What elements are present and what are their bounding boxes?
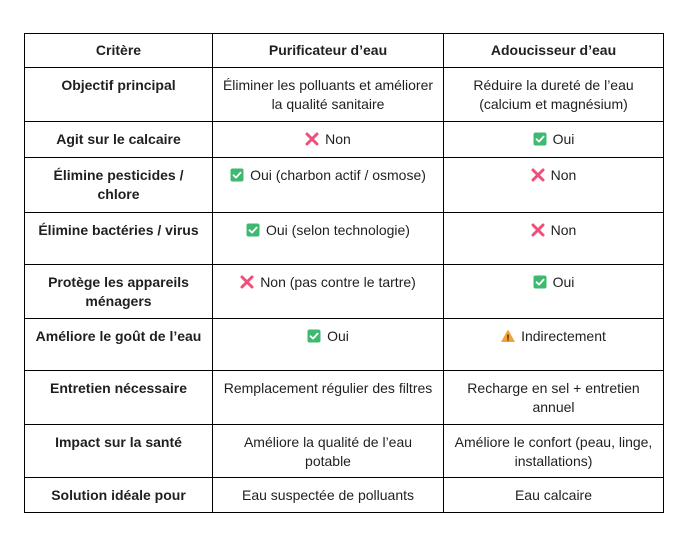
check-icon <box>533 275 547 289</box>
purifier-text: Améliore la qualité de l’eau potable <box>243 434 413 469</box>
purifier-cell <box>213 371 444 425</box>
criterion-cell: Impact sur la santé <box>25 425 213 478</box>
purifier-text: Oui (charbon actif / osmose) <box>250 167 426 183</box>
softener-text: Eau calcaire <box>514 487 593 503</box>
header-softener: Adoucisseur d’eau <box>444 34 664 68</box>
table-row <box>25 68 664 122</box>
purifier-text: Non (pas contre le tartre) <box>260 274 416 290</box>
softener-cell <box>444 478 664 513</box>
criterion-cell: Entretien nécessaire <box>25 371 213 425</box>
check-icon <box>246 223 260 237</box>
purifier-cell <box>213 478 444 513</box>
softener-cell <box>444 371 664 425</box>
purifier-cell <box>213 158 444 213</box>
check-icon <box>533 132 547 146</box>
softener-cell <box>444 425 664 478</box>
check-icon <box>307 329 321 343</box>
purifier-cell <box>213 122 444 158</box>
table-row <box>25 265 664 319</box>
softener-text: Non <box>550 222 577 238</box>
cross-icon <box>240 275 254 289</box>
warning-icon <box>501 329 515 343</box>
softener-text: Oui <box>552 274 575 290</box>
softener-text: Non <box>550 167 577 183</box>
table-row <box>25 213 664 265</box>
softener-text: Indirectement <box>521 328 606 344</box>
softener-cell <box>444 213 664 265</box>
purifier-text: Non <box>325 131 351 147</box>
table-row <box>25 122 664 158</box>
criterion-cell: Objectif principal <box>25 68 213 122</box>
comparison-table <box>24 33 664 513</box>
cross-icon <box>531 223 545 237</box>
purifier-text: Éliminer les polluants et améliorer la qualité sanitaire <box>222 77 434 112</box>
purifier-text: Remplacement régulier des filtres <box>223 380 433 396</box>
purifier-cell <box>213 319 444 371</box>
cross-icon <box>305 132 319 146</box>
softener-cell <box>444 68 664 122</box>
header-row <box>25 34 664 68</box>
purifier-text: Eau suspectée de polluants <box>241 487 414 503</box>
criterion-cell: Solution idéale pour <box>25 478 213 513</box>
criterion-cell: Agit sur le calcaire <box>25 122 213 158</box>
purifier-cell <box>213 213 444 265</box>
purifier-cell <box>213 265 444 319</box>
header-criterion: Critère <box>25 34 213 68</box>
table-row <box>25 158 664 213</box>
softener-text: Recharge en sel + entretien annuel <box>467 380 640 415</box>
softener-text: Améliore le confort (peau, linge, installations) <box>454 434 653 469</box>
table-row <box>25 425 664 478</box>
cross-icon <box>531 168 545 182</box>
table-row <box>25 478 664 513</box>
criterion-cell: Protège les appareils ménagers <box>25 265 213 319</box>
criterion-cell: Élimine bactéries / virus <box>25 213 213 265</box>
purifier-cell <box>213 425 444 478</box>
purifier-text: Oui <box>327 328 349 344</box>
softener-cell <box>444 158 664 213</box>
header-purifier: Purificateur d’eau <box>213 34 444 68</box>
criterion-cell: Améliore le goût de l’eau <box>25 319 213 371</box>
softener-cell <box>444 265 664 319</box>
check-icon <box>230 168 244 182</box>
softener-cell <box>444 122 664 158</box>
softener-text: Oui <box>552 131 575 147</box>
criterion-cell: Élimine pesticides / chlore <box>25 158 213 213</box>
table-row <box>25 371 664 425</box>
table-row <box>25 319 664 371</box>
softener-cell <box>444 319 664 371</box>
purifier-cell <box>213 68 444 122</box>
purifier-text: Oui (selon technologie) <box>266 222 410 238</box>
softener-text: Réduire la dureté de l’eau (calcium et magnésium) <box>473 77 634 112</box>
